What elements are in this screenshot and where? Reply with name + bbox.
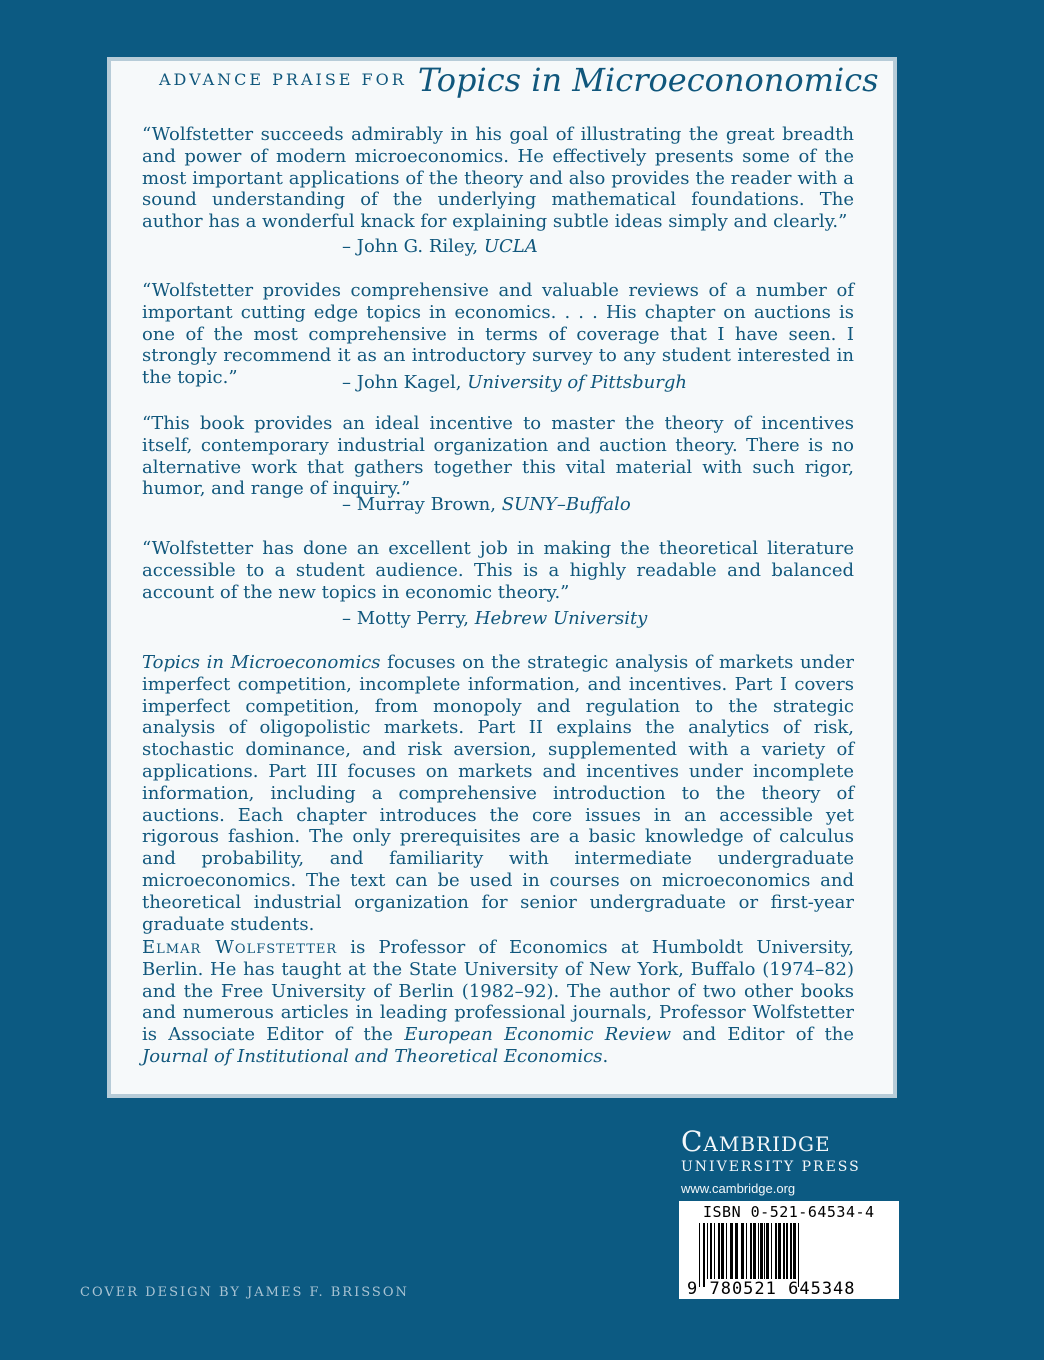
author-name: Elmar Wolfstetter bbox=[142, 937, 338, 958]
quote-block bbox=[142, 538, 854, 603]
barcode-bar bbox=[707, 1223, 708, 1279]
heading-book-title: Topics in Microecononomics bbox=[417, 61, 879, 99]
barcode-bar bbox=[771, 1223, 772, 1279]
bio-text: and Editor of the bbox=[670, 1024, 854, 1046]
publisher-url: www.cambridge.org bbox=[681, 1181, 796, 1196]
barcode-bar bbox=[778, 1223, 781, 1279]
attribution-author: – Motty Perry, bbox=[342, 608, 470, 629]
cover-design-credit: COVER DESIGN BY JAMES F. BRISSON bbox=[80, 1285, 409, 1300]
quote-attribution bbox=[342, 372, 687, 394]
isbn-barcode bbox=[679, 1201, 899, 1299]
barcode-bar bbox=[786, 1223, 788, 1279]
publisher-press: UNIVERSITY PRESS bbox=[681, 1159, 861, 1175]
barcode-bar bbox=[726, 1223, 727, 1279]
praise-heading bbox=[159, 61, 879, 99]
ean-number: 9 780521 645348 bbox=[687, 1279, 856, 1299]
barcode-bar bbox=[798, 1223, 799, 1287]
barcode-bar bbox=[721, 1223, 724, 1279]
quote-attribution bbox=[342, 236, 538, 258]
barcode-bar bbox=[783, 1223, 785, 1279]
attribution-institution: University of Pittsburgh bbox=[467, 372, 687, 393]
bio-text: . bbox=[602, 1045, 609, 1067]
barcode-bar bbox=[775, 1223, 777, 1279]
attribution-institution: Hebrew University bbox=[474, 608, 648, 629]
quote-text: “Wolfstetter succeeds admirably in his goal of illustrating the great breadth and power of modern microeconomics. He effectively presents some of the most important applications of the theory and also provides the reader with a sound understanding of the underlying mathematical foundations. The author has a wonderful knack for explaining subtle ideas simply and clearly.” bbox=[142, 124, 854, 233]
publisher-logo bbox=[681, 1126, 861, 1198]
barcode-bar bbox=[714, 1223, 715, 1279]
quote-attribution bbox=[342, 608, 647, 630]
quote-block bbox=[142, 124, 854, 233]
attribution-author: – John Kagel, bbox=[342, 372, 462, 393]
publisher-name: Cambridge bbox=[681, 1125, 831, 1158]
attribution-author: – John G. Riley, bbox=[342, 236, 479, 257]
description-book-title: Topics in Microeconomics bbox=[142, 652, 381, 673]
attribution-author: – Murray Brown, bbox=[342, 494, 496, 515]
isbn-label: ISBN 0-521-64534-4 bbox=[703, 1203, 875, 1221]
quote-text: “Wolfstetter has done an excellent job in making the theoretical literature accessible to a student audience. This is a highly readable and balanced account of the new topics in economic theory.” bbox=[142, 538, 854, 603]
attribution-institution: UCLA bbox=[483, 236, 538, 257]
back-cover-panel bbox=[107, 57, 897, 1098]
quote-text: “Wolfstetter provides comprehensive and valuable reviews of a number of important cutting edge topics in economics. . . . His chapter on auctions is one of the most comprehensive in terms of coverage that I have seen. I strongly recommend it as an introductory survey to any student interested in the topic.” bbox=[142, 280, 854, 389]
barcode-bar bbox=[746, 1223, 747, 1279]
barcode-bar bbox=[750, 1223, 752, 1279]
barcode-bar bbox=[741, 1223, 744, 1279]
barcode-bar bbox=[764, 1223, 765, 1279]
heading-prefix: ADVANCE PRAISE FOR bbox=[159, 70, 407, 89]
barcode-bar bbox=[735, 1223, 738, 1279]
barcode-bar bbox=[758, 1223, 759, 1279]
barcode-bar bbox=[753, 1223, 756, 1279]
barcode-bar bbox=[710, 1223, 712, 1279]
quote-block bbox=[142, 413, 854, 500]
book-description bbox=[142, 652, 854, 935]
barcode-bar bbox=[760, 1223, 763, 1279]
quote-attribution bbox=[342, 494, 631, 516]
bio-text: is Professor of Economics at Humboldt University, Berlin. He has taught at the State University of New York, Buffalo (1974–82) and the Free University of Berlin (1982–92). The author of two other books and numerous articles in leading professional journals, Professor Wolfstetter is Associate Editor of the bbox=[142, 937, 854, 1046]
quote-text: “This book provides an ideal incentive to master the theory of incentives itself, contemporary industrial organization and auction theory. There is no alternative work that gathers together this vital material with such rigor, humor, and range of inquiry.” bbox=[142, 413, 854, 500]
barcode-bar bbox=[730, 1223, 733, 1279]
author-bio bbox=[142, 937, 854, 1068]
barcode-bar bbox=[790, 1223, 792, 1279]
barcode-bar bbox=[703, 1223, 705, 1287]
journal-name: Journal of Institutional and Theoretical Economics bbox=[142, 1045, 603, 1067]
barcode-bar bbox=[699, 1223, 700, 1287]
barcode-bar bbox=[793, 1223, 796, 1279]
description-text: focuses on the strategic analysis of markets under imperfect competition, incomplete information, and incentives. Part I covers imperfect competition, from monopoly and regulation to the strategic analysis of oligopolistic markets. Part II explains the analytics of risk, stochastic dominance, and risk aversion, supplemented with a variety of applications. Part III focuses on markets and incentives under incomplete information, including a comprehensive introduction to the theory of auctions. Each chapter introduces the core issues in an accessible yet rigorous fashion. The only prerequisites are a basic knowledge of calculus and probability, and familiarity with intermediate undergraduate microeconomics. The text can be used in courses on microeconomics and theoretical industrial organization for senior undergraduate or first-year graduate students. bbox=[142, 652, 854, 935]
barcode-bar bbox=[718, 1223, 720, 1279]
barcode-bars bbox=[693, 1223, 887, 1287]
barcode-bar bbox=[766, 1223, 769, 1279]
attribution-institution: SUNY–Buffalo bbox=[501, 494, 631, 515]
journal-name: European Economic Review bbox=[404, 1024, 671, 1046]
